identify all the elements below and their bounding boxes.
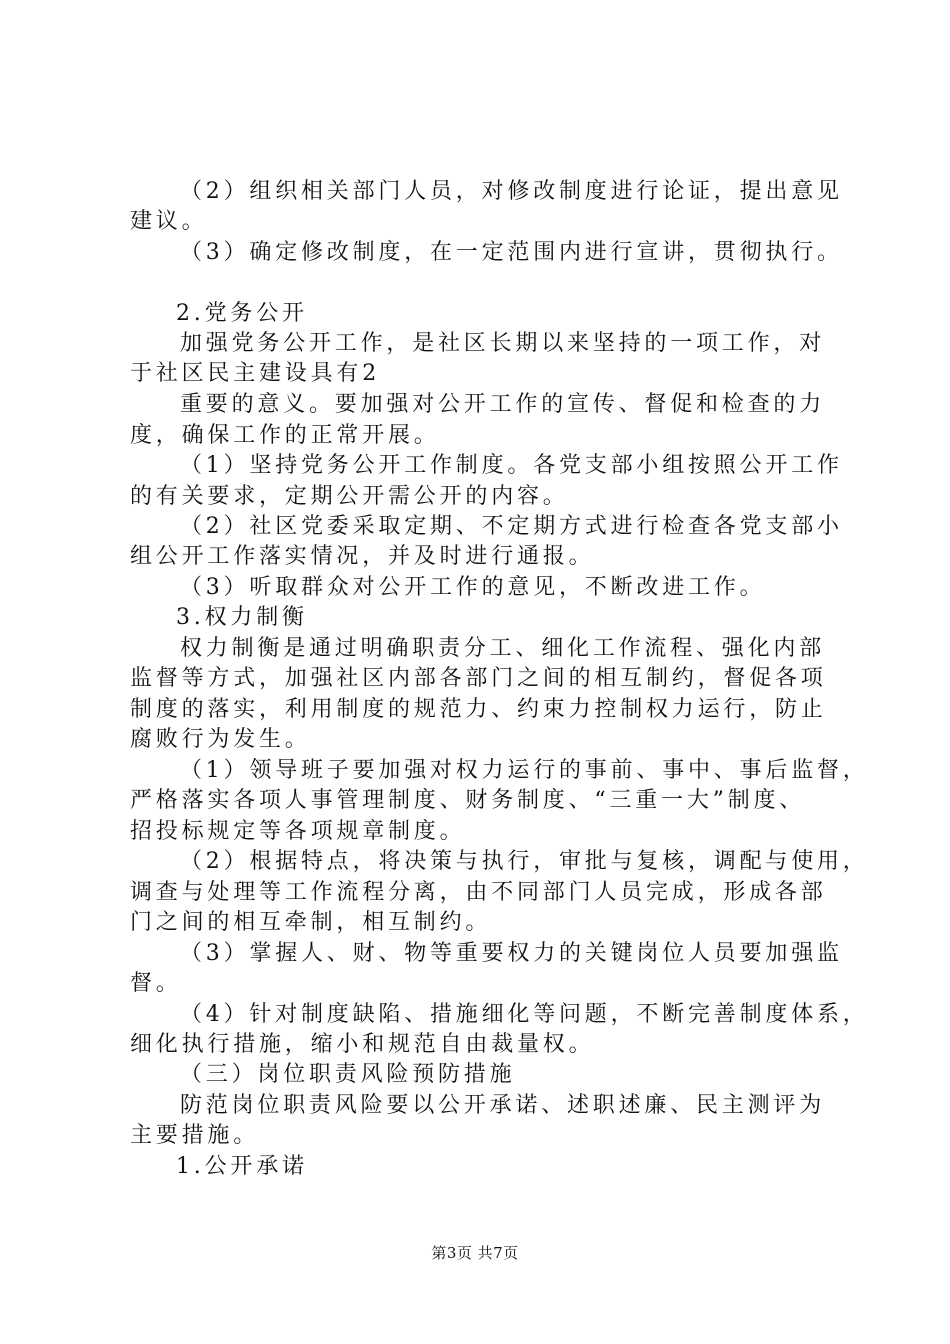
text-line: （3）确定修改制度，在一定范围内进行宣讲，贯彻执行。	[180, 240, 843, 265]
text-line: 监督等方式，加强社区内部各部门之间的相互制约，督促各项	[130, 666, 827, 691]
text-line: （2）根据特点，将决策与执行，审批与复核，调配与使用，	[180, 849, 869, 874]
text-line: 建议。	[130, 209, 208, 234]
section-heading: （三）岗位职责风险预防措施	[180, 1062, 516, 1087]
section-heading: 2.党务公开	[176, 301, 308, 326]
section-heading: 1.公开承诺	[176, 1154, 308, 1179]
page-number-footer: 第3页 共7页	[431, 1244, 519, 1262]
text-line: 招投标规定等各项规章制度。	[130, 819, 466, 844]
text-line: 组公开工作落实情况，并及时进行通报。	[130, 544, 595, 569]
text-line: 权力制衡是通过明确职责分工、细化工作流程、强化内部	[180, 636, 826, 661]
text-line: （4）针对制度缺陷、措施细化等问题，不断完善制度体系，	[180, 1002, 869, 1027]
text-line: 防范岗位职责风险要以公开承诺、述职述廉、民主测评为	[180, 1093, 826, 1118]
text-line: 细化执行措施，缩小和规范自由裁量权。	[130, 1032, 595, 1057]
text-line: （2）社区党委采取定期、不定期方式进行检查各党支部小	[180, 514, 843, 539]
text-line: 制度的落实，利用制度的规范力、约束力控制权力运行，防止	[130, 697, 827, 722]
text-line: （2）组织相关部门人员，对修改制度进行论证，提出意见	[180, 179, 843, 204]
text-line: 门之间的相互牵制，相互制约。	[130, 910, 492, 935]
text-line: （1）领导班子要加强对权力运行的事前、事中、事后监督，	[180, 758, 869, 783]
text-line: 严格落实各项人事管理制度、财务制度、“三重一大”制度、	[130, 788, 806, 813]
text-line: 重要的意义。要加强对公开工作的宣传、督促和检查的力	[180, 392, 826, 417]
section-heading: 3.权力制衡	[176, 605, 308, 630]
text-line: （3）掌握人、财、物等重要权力的关键岗位人员要加强监	[180, 941, 843, 966]
text-line: 督。	[130, 971, 182, 996]
text-line: 调查与处理等工作流程分离，由不同部门人员完成，形成各部	[130, 880, 827, 905]
text-line: 的有关要求，定期公开需公开的内容。	[130, 484, 569, 509]
text-line: 于社区民主建设具有2	[130, 361, 380, 386]
text-line: （1）坚持党务公开工作制度。各党支部小组按照公开工作	[180, 453, 843, 478]
text-line: 度，确保工作的正常开展。	[130, 423, 440, 448]
text-line: 腐败行为发生。	[130, 727, 311, 752]
text-line: 主要措施。	[130, 1123, 260, 1148]
text-line: （3）听取群众对公开工作的意见，不断改进工作。	[180, 575, 766, 600]
text-line: 加强党务公开工作，是社区长期以来坚持的一项工作，对	[180, 331, 826, 356]
